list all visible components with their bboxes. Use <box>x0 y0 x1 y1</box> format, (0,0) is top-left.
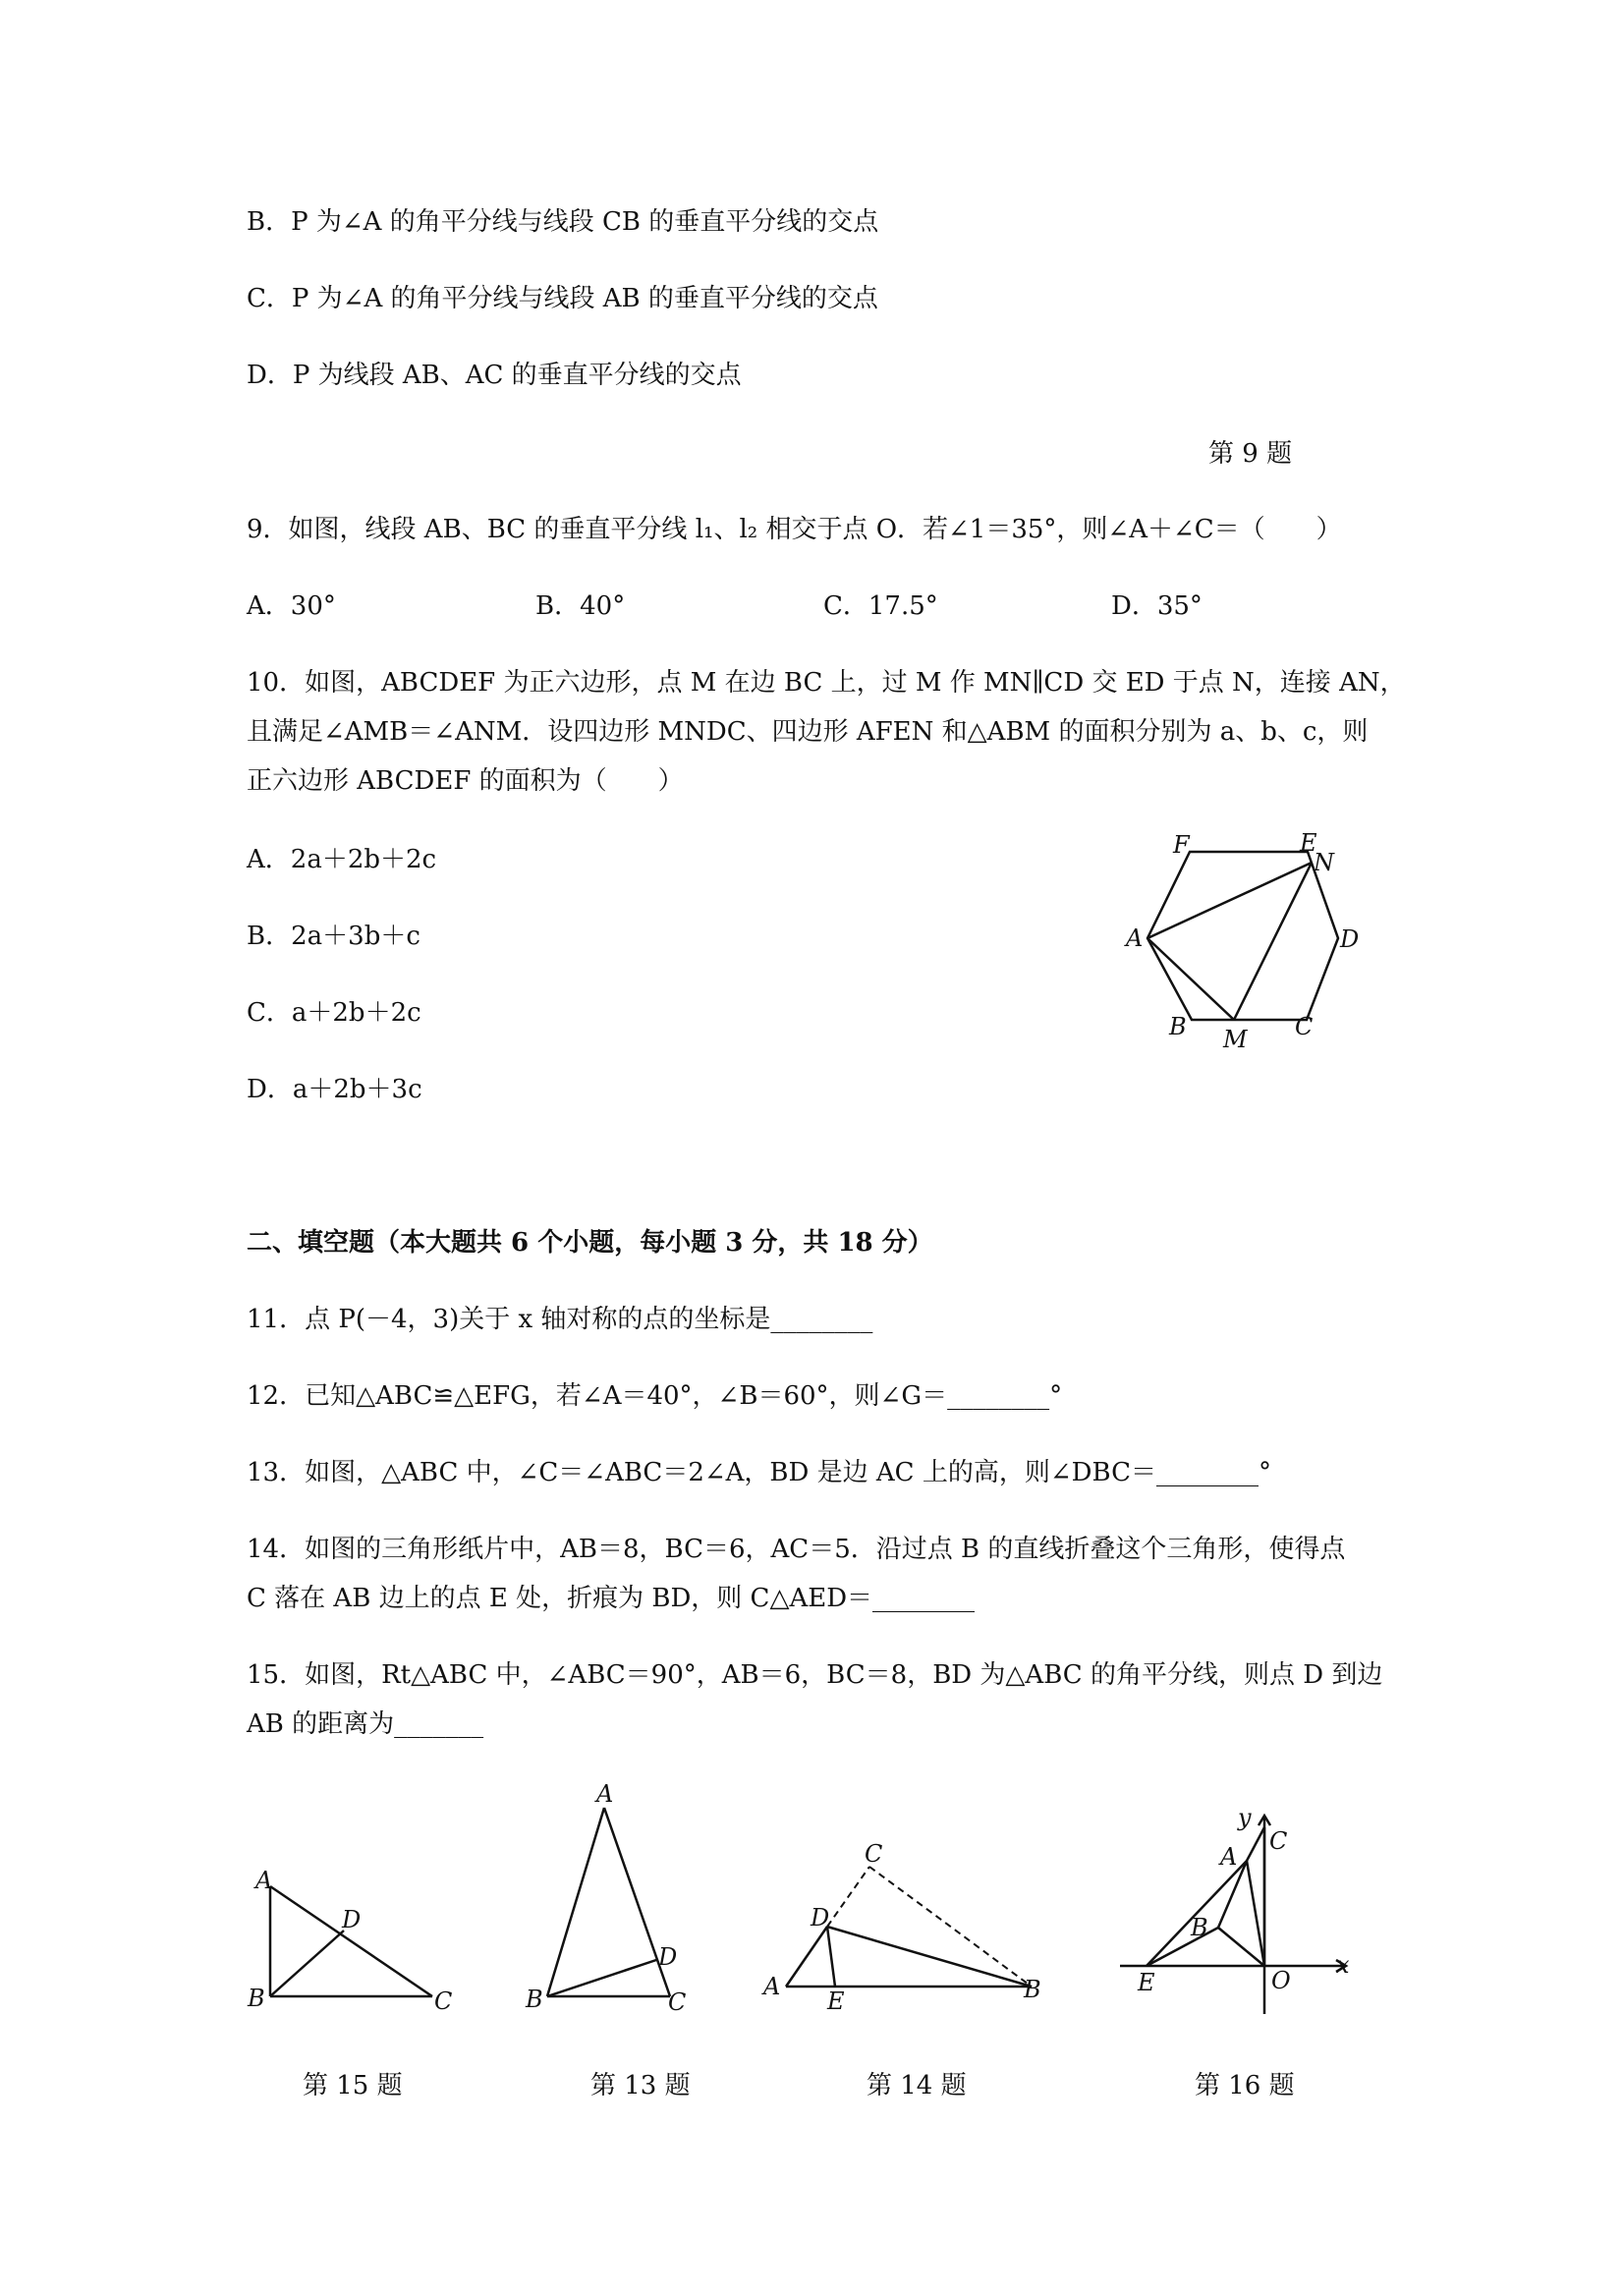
fig16-label-b: B <box>1191 1914 1208 1941</box>
label-m: M <box>1223 1026 1248 1053</box>
fig13-label-d: D <box>658 1943 678 1971</box>
q14-line-2: C 落在 AB 边上的点 E 处，折痕为 BD，则 C△AED＝________ <box>247 1584 976 1613</box>
q12: 12．已知△ABC≌△EFG，若∠A＝40°，∠B＝60°，则∠G＝________° <box>247 1381 1063 1411</box>
fig16-label-x: x <box>1336 1951 1350 1979</box>
fig14-label-a: A <box>763 1973 781 2000</box>
segment-am <box>1147 938 1234 1020</box>
fig13-label-a: A <box>596 1780 614 1808</box>
section-2-heading: 二、填空题（本大题共 6 个小题，每小题 3 分，共 18 分） <box>247 1228 933 1258</box>
label-b: B <box>1169 1013 1187 1040</box>
fig13-label-c: C <box>668 1988 687 2016</box>
q9-stem: 9．如图，线段 AB、BC 的垂直平分线 l₁、l₂ 相交于点 O．若∠1＝35°，则∠A＋∠C＝（ ） <box>247 515 1342 544</box>
figure-13 <box>511 1778 707 2024</box>
q9-option-c: C．17.5° <box>823 591 938 621</box>
q15-line-2: AB 的距离为_______ <box>247 1709 484 1739</box>
q10-option-b: B．2a＋3b＋c <box>247 922 420 951</box>
hexagon-outline <box>1147 852 1338 1020</box>
q9-option-b: B．40° <box>535 591 626 621</box>
q10-stem-line-3: 正六边形 ABCDEF 的面积为（ ） <box>247 766 684 796</box>
caption-fig-14: 第 14 题 <box>867 2071 967 2100</box>
fig16-label-a: A <box>1220 1843 1238 1871</box>
caption-fig-15: 第 15 题 <box>303 2071 403 2100</box>
fig14-label-b: B <box>1024 1976 1041 2003</box>
segment-mn <box>1234 863 1312 1020</box>
label-n: N <box>1314 849 1334 876</box>
q10-option-d: D．a＋2b＋3c <box>247 1075 422 1104</box>
q10-option-a: A．2a＋2b＋2c <box>247 845 437 874</box>
caption-fig-16: 第 16 题 <box>1195 2071 1295 2100</box>
q10-stem-line-2: 且满足∠AMB＝∠ANM．设四边形 MNDC、四边形 AFEN 和△ABM 的面积分别为 a、b、c，则 <box>247 717 1369 747</box>
label-d: D <box>1340 925 1360 953</box>
label-a: A <box>1126 924 1144 952</box>
label-f: F <box>1173 831 1190 859</box>
q8-option-b: B．P 为∠A 的角平分线与线段 CB 的垂直平分线的交点 <box>247 207 879 237</box>
caption-fig-13: 第 13 题 <box>590 2071 691 2100</box>
segment-an <box>1147 863 1312 938</box>
q14-line-1: 14．如图的三角形纸片中，AB＝8，BC＝6，AC＝5．沿过点 B 的直线折叠这个三角形，使得点 <box>247 1535 1346 1564</box>
q10-stem-line-1: 10．如图，ABCDEF 为正六边形，点 M 在边 BC 上，过 M 作 MN∥CD 交 ED 于点 N，连接 AN， <box>247 668 1406 698</box>
hexagon-figure <box>1110 830 1385 1056</box>
figure-14 <box>756 1837 1051 2024</box>
q15-line-1: 15．如图，Rt△ABC 中，∠ABC＝90°，AB＝6，BC＝8，BD 为△ABC 的角平分线，则点 D 到边 <box>247 1660 1383 1690</box>
q11: 11．点 P(－4，3)关于 x 轴对称的点的坐标是________ <box>247 1305 873 1334</box>
q10-option-c: C．a＋2b＋2c <box>247 998 421 1028</box>
q13: 13．如图，△ABC 中，∠C＝∠ABC＝2∠A，BD 是边 AC 上的高，则∠DBC＝________° <box>247 1458 1271 1487</box>
figure-9-caption: 第 9 题 <box>1208 439 1293 469</box>
q9-option-a: A．30° <box>247 591 336 621</box>
figure-16 <box>1110 1798 1366 2024</box>
fig15-label-a: A <box>255 1867 273 1894</box>
fig14-label-d: D <box>811 1904 830 1932</box>
fig15-label-b: B <box>248 1985 265 2012</box>
label-e: E <box>1300 829 1317 857</box>
q8-option-c: C．P 为∠A 的角平分线与线段 AB 的垂直平分线的交点 <box>247 284 878 313</box>
q9-option-d: D．35° <box>1111 591 1203 621</box>
fig16-label-e: E <box>1138 1969 1155 1996</box>
fig13-label-b: B <box>526 1986 543 2013</box>
q8-option-d: D．P 为线段 AB、AC 的垂直平分线的交点 <box>247 361 742 390</box>
fig14-label-e: E <box>827 1988 845 2015</box>
label-c: C <box>1295 1013 1314 1040</box>
figure-15 <box>246 1857 462 2024</box>
fig16-label-y: y <box>1238 1804 1252 1831</box>
fig16-label-c: C <box>1269 1827 1288 1855</box>
fig14-label-c: C <box>865 1840 883 1868</box>
fig16-label-o: O <box>1271 1967 1291 1994</box>
fig15-label-d: D <box>342 1906 362 1933</box>
fig15-label-c: C <box>434 1988 453 2015</box>
